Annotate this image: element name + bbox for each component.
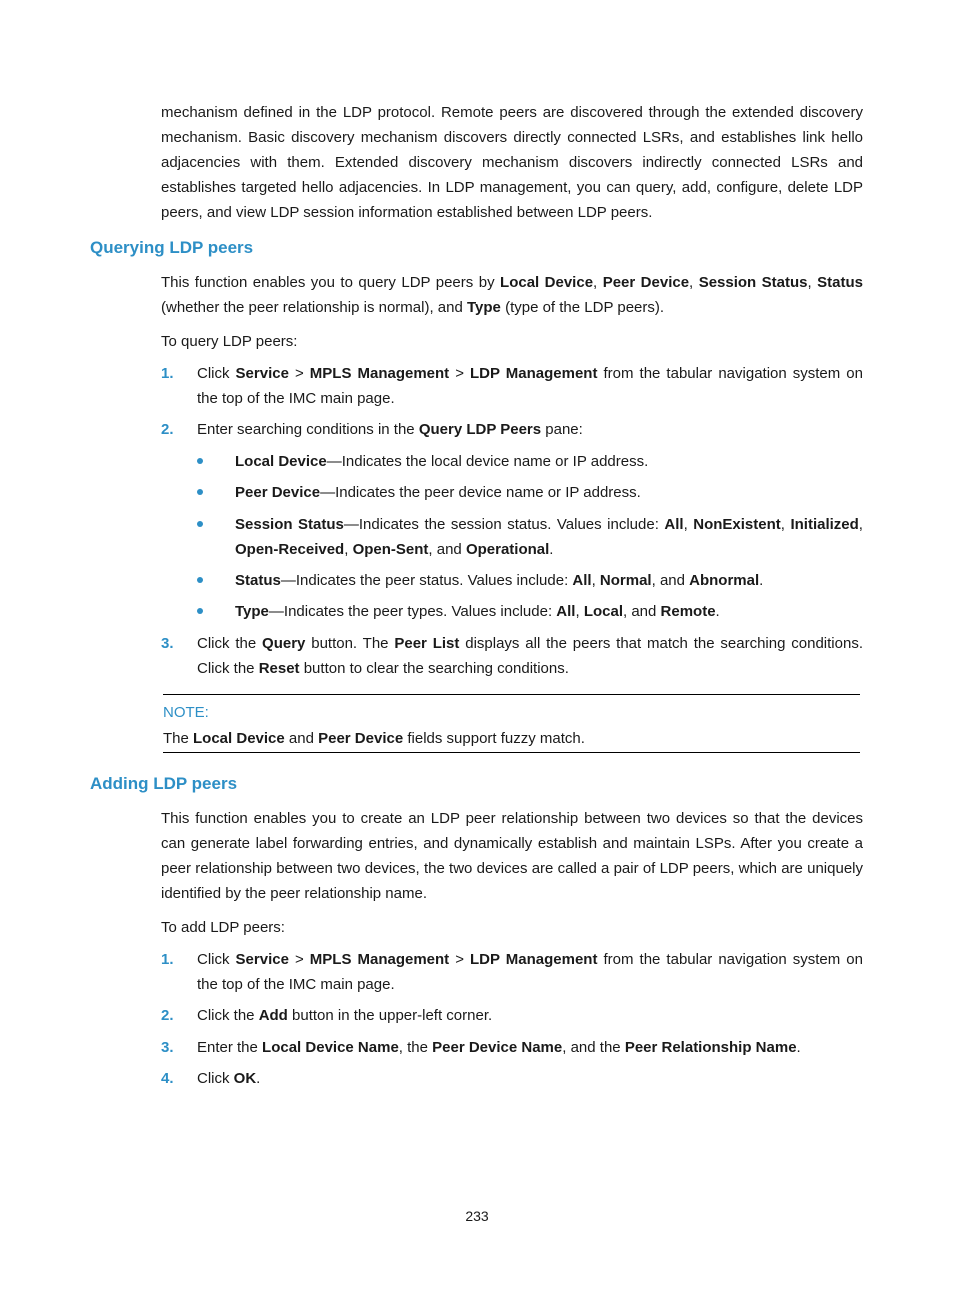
querying-step-3 <box>161 631 863 681</box>
step-number: 2. <box>161 1007 174 1024</box>
step-text: Enter searching conditions in the Query LDP Peers pane: <box>197 421 583 438</box>
step-text: Click OK. <box>197 1070 261 1087</box>
section-heading-adding: Adding LDP peers <box>90 774 238 793</box>
adding-intro-line: To add LDP peers: <box>161 919 285 936</box>
step-number: 1. <box>161 365 174 382</box>
bullet-status: Status—Indicates the peer status. Values include: All, Normal, and Abnormal. <box>197 568 863 593</box>
bullet-dot-icon <box>197 608 203 614</box>
step-number: 3. <box>161 635 174 652</box>
intro-paragraph: mechanism defined in the LDP protocol. Remote peers are discovered through the extended discovery mechanism. Basic discovery mechanism discovers directly connected LSRs, and establishes link hello adjacencies with them. Extended discovery mechanism discovers indirectly connected LSRs and establishes targeted hello adjacencies. In LDP management, you can query, add, configure, delete LDP peers, and view LDP session information established between LDP peers. <box>161 104 863 221</box>
querying-intro-line: To query LDP peers: <box>161 333 298 350</box>
step-text: Click Service > MPLS Management > LDP Management from the tabular navigation system on the top of the IMC main page. <box>197 951 863 993</box>
adding-description: This function enables you to create an LDP peer relationship between two devices so that the devices can generate label forwarding entries, and dynamically establish and maintain LSPs. After you create a peer relationship between two devices, the two devices are called a pair of LDP peers, which are uniquely identified by the peer relationship name. <box>161 810 863 902</box>
adding-step-4 <box>161 1066 863 1091</box>
bullet-dot-icon <box>197 489 203 495</box>
adding-step-1 <box>161 947 863 997</box>
adding-step-3 <box>161 1035 863 1060</box>
bullet-type: Type—Indicates the peer types. Values include: All, Local, and Remote. <box>197 599 863 624</box>
step-number: 1. <box>161 951 174 968</box>
querying-step-2 <box>161 417 863 442</box>
step-text: Click the Add button in the upper-left corner. <box>197 1007 493 1024</box>
step-number: 4. <box>161 1070 174 1087</box>
bullet-dot-icon <box>197 577 203 583</box>
page-number: 233 <box>465 1208 489 1224</box>
note-text: The Local Device and Peer Device fields support fuzzy match. <box>163 730 585 747</box>
step-text: Enter the Local Device Name, the Peer Device Name, and the Peer Relationship Name. <box>197 1039 801 1056</box>
querying-description: This function enables you to query LDP peers by Local Device, Peer Device, Session Status, Status (whether the peer relationship is normal), and Type (type of the LDP peers). <box>161 274 863 316</box>
bullet-dot-icon <box>197 458 203 464</box>
note-label: NOTE: <box>163 704 209 721</box>
step-text: Click Service > MPLS Management > LDP Management from the tabular navigation system on the top of the IMC main page. <box>197 365 863 407</box>
bullet-local-device: Local Device—Indicates the local device name or IP address. <box>197 449 863 474</box>
bullet-session-status: Session Status—Indicates the session status. Values include: All, NonExistent, Initialized, Open-Received, Open-Sent, and Operational. <box>197 512 863 562</box>
step-number: 3. <box>161 1039 174 1056</box>
step-number: 2. <box>161 421 174 438</box>
bullet-dot-icon <box>197 521 203 527</box>
step-text: Click the Query button. The Peer List displays all the peers that match the searching conditions. Click the Reset button to clear the searching conditions. <box>197 635 863 677</box>
querying-step-1 <box>161 361 863 411</box>
adding-step-2 <box>161 1003 863 1028</box>
section-heading-querying: Querying LDP peers <box>90 238 254 257</box>
bullet-peer-device: Peer Device—Indicates the peer device name or IP address. <box>197 480 863 505</box>
note-box <box>163 694 860 753</box>
